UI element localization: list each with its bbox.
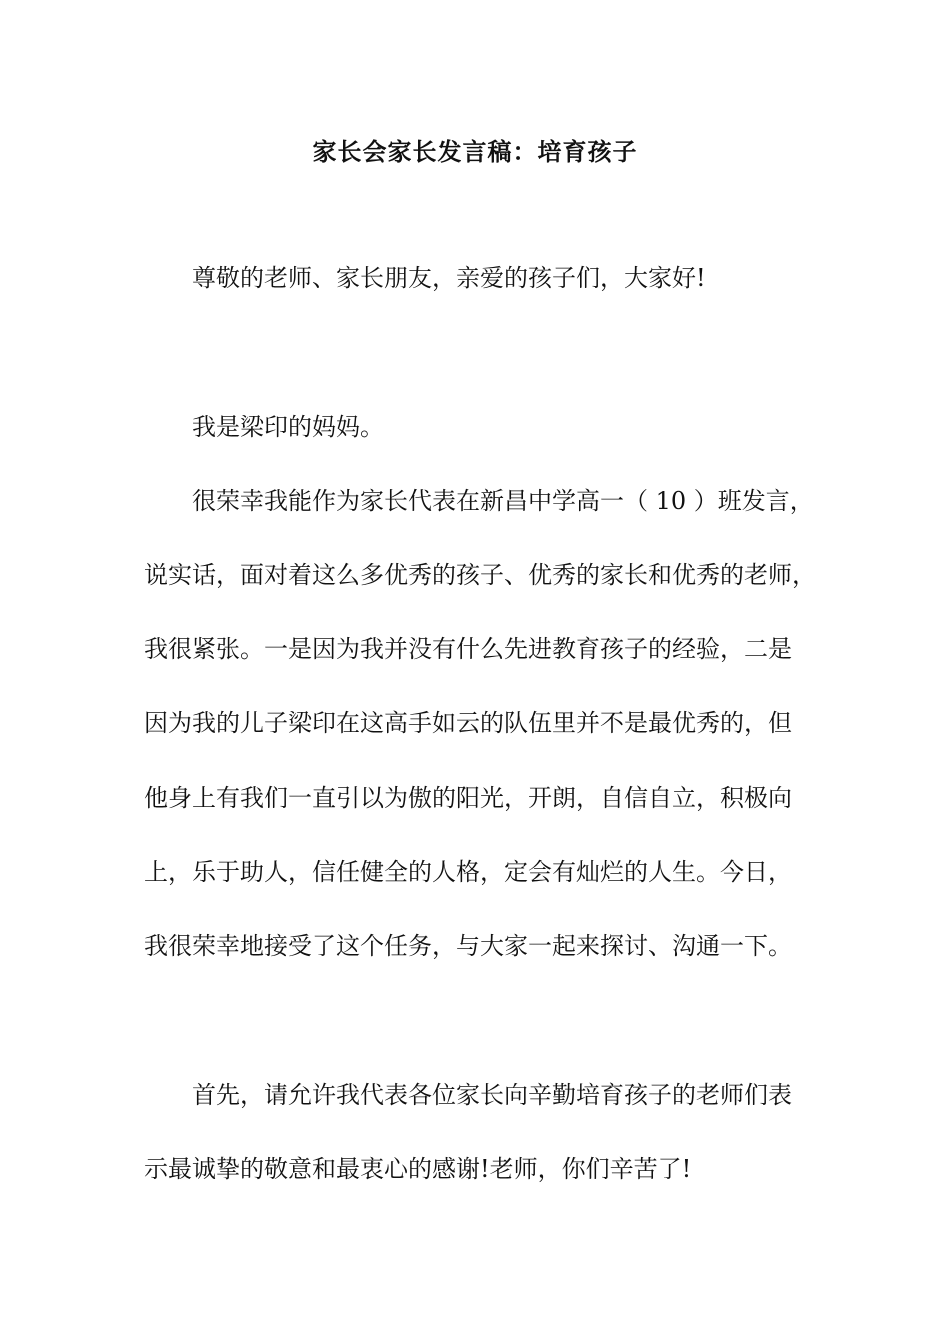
paragraph-line: 因为我的儿子梁印在这高手如云的队伍里并不是最优秀的，但 <box>144 709 792 737</box>
paragraph-line: 上，乐于助人，信任健全的人格，定会有灿烂的人生。今日， <box>144 858 792 886</box>
document-title: 家长会家长发言稿：培育孩子 <box>312 137 638 166</box>
paragraph-line: 我很荣幸地接受了这个任务，与大家一起来探讨、沟通一下。 <box>144 932 792 960</box>
greeting-line: 尊敬的老师、家长朋友，亲爱的孩子们，大家好! <box>192 264 706 292</box>
paragraph-line: 说实话，面对着这么多优秀的孩子、优秀的家长和优秀的老师， <box>144 561 816 589</box>
paragraph-line: 我很紧张。一是因为我并没有什么先进教育孩子的经验，二是 <box>144 635 792 663</box>
paragraph-line: 示最诚挚的敬意和最衷心的感谢!老师，你们辛苦了! <box>144 1155 692 1183</box>
paragraph-line: 他身上有我们一直引以为傲的阳光，开朗，自信自立，积极向 <box>144 784 792 812</box>
paragraph-line: 很荣幸我能作为家长代表在新昌中学高一（ 10 ）班发言， <box>192 487 814 515</box>
paragraph-line: 首先，请允许我代表各位家长向辛勤培育孩子的老师们表 <box>192 1081 792 1109</box>
paragraph-line: 我是梁印的妈妈。 <box>192 413 384 441</box>
